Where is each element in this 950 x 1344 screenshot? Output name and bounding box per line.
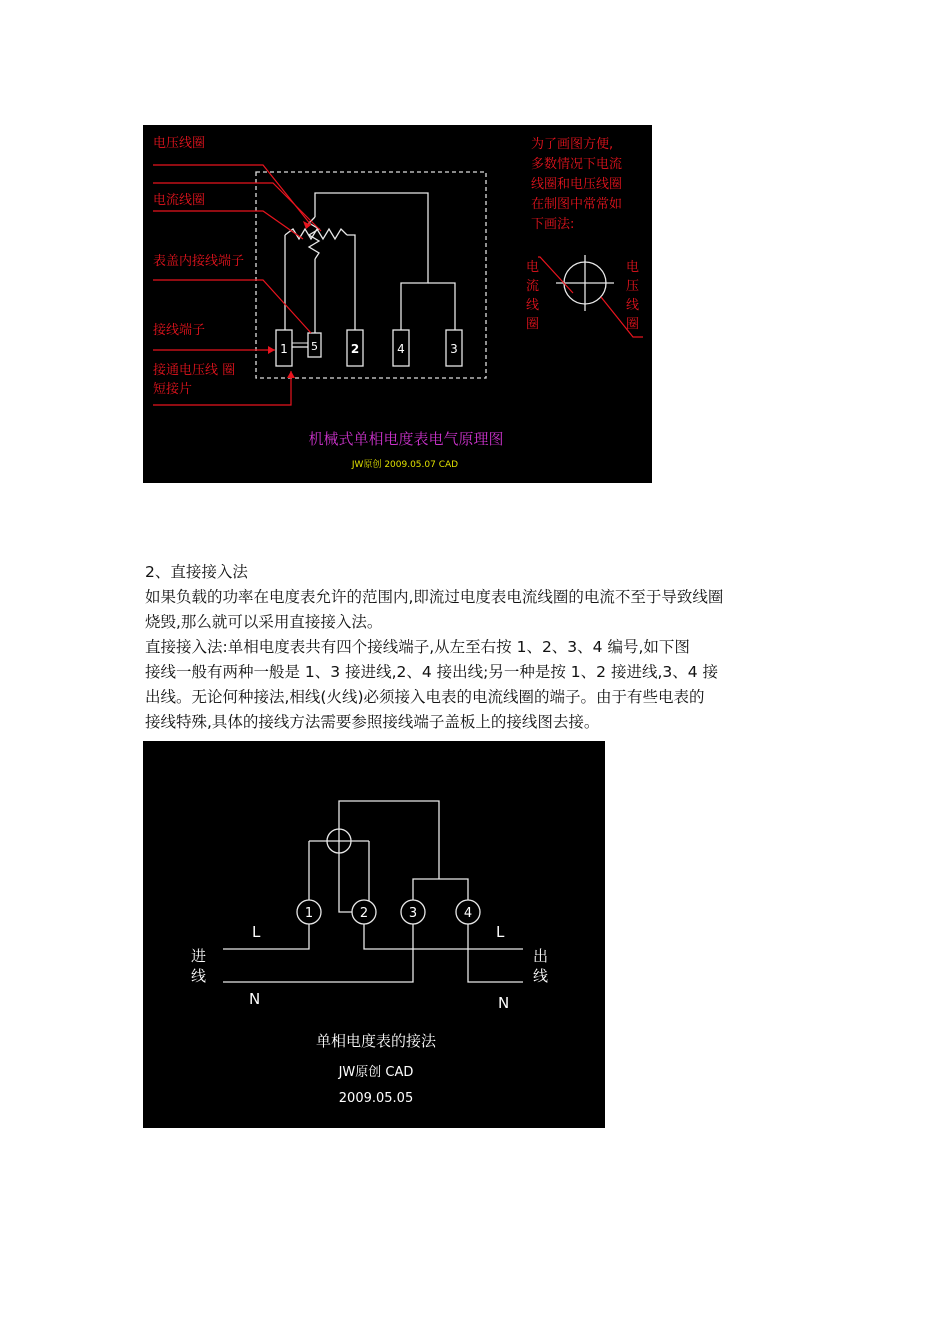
note-line-4: 在制图中常常如 (531, 197, 623, 212)
section-line-1: 如果负载的功率在电度表允许的范围内,即流过电度表电流线圈的电流不至于导致线圈 (145, 588, 724, 606)
arrow-short (287, 371, 295, 378)
terminal-label-1: 1 (280, 342, 288, 356)
wire-right-branch (428, 283, 455, 333)
in-label-1: 进 (191, 947, 207, 965)
note-line-3: 线圈和电压线圈 (531, 177, 623, 192)
figure2-title: 单相电度表的接法 (315, 1032, 437, 1050)
meter-schematic-svg (143, 125, 652, 483)
side-right-4: 圈 (626, 317, 640, 332)
wire-bridge-3-4 (413, 879, 468, 900)
side-left-1: 电 (526, 260, 540, 275)
terminal-label-4: 4 (397, 342, 405, 356)
direct-connection-section (145, 560, 815, 735)
label-short-strip-2: 短接片 (153, 382, 193, 397)
arrow-terminal (268, 346, 275, 354)
wiring-diagram-svg (143, 741, 605, 1128)
figure2-credit: JW原创 CAD (338, 1065, 414, 1080)
in-label-2: 线 (191, 967, 207, 985)
meter-schematic-figure (143, 125, 652, 483)
wire-coil-mid (339, 856, 353, 912)
figure1-credit: JW原创 2009.05.07 CAD (351, 460, 459, 470)
n-left-label: N (249, 990, 261, 1008)
section-line-2: 烧毁,那么就可以采用直接接入法。 (145, 613, 383, 631)
l-left-label: L (252, 923, 261, 941)
side-left-3: 线 (526, 298, 540, 313)
leader-current-coil (153, 211, 303, 239)
figure1-title: 机械式单相电度表电气原理图 (308, 430, 504, 448)
side-left-4: 圈 (526, 317, 540, 332)
label-cover-terminal: 表盖内接线端子 (153, 254, 245, 269)
side-right-2: 压 (626, 279, 640, 294)
terminal-box-group (276, 330, 462, 366)
out-label-1: 出 (533, 947, 549, 965)
side-right-3: 线 (626, 298, 640, 313)
wire-top-loop (315, 193, 428, 333)
side-left-2: 流 (526, 279, 540, 294)
section-heading: 2、直接接入法 (145, 563, 248, 581)
terminal-label-2: 2 (350, 342, 360, 356)
section-line-6: 接线特殊,具体的接线方法需要参照接线端子盖板上的接线图去接。 (145, 713, 600, 731)
terminal-label-3: 3 (450, 342, 458, 356)
wire-voltage-right (347, 235, 355, 333)
l-right-label: L (496, 923, 505, 941)
out-label-2: 线 (533, 967, 549, 985)
note-line-5: 下画法: (531, 217, 575, 232)
side-right-1: 电 (626, 260, 640, 275)
terminal-3-label: 3 (408, 906, 418, 921)
wiring-diagram-figure (143, 741, 605, 1128)
wire-l-in (223, 924, 309, 949)
label-voltage-coil: 电压线圈 (153, 136, 206, 151)
figure2-date: 2009.05.05 (338, 1091, 414, 1106)
section-line-5: 出线。无论何种接法,相线(火线)必须接入电表的电流线圈的端子。由于有些电表的 (145, 688, 705, 706)
note-line-2: 多数情况下电流 (531, 157, 623, 172)
section-line-3: 直接接入法:单相电度表共有四个接线端子,从左至右按 1、2、3、4 编号,如下图 (145, 638, 690, 656)
terminal-1-label: 1 (304, 906, 314, 921)
label-terminal: 接线端子 (153, 323, 206, 338)
terminal-2-label: 2 (359, 906, 369, 921)
wire-top-loop (339, 801, 439, 879)
note-line-1: 为了画图方便, (531, 137, 614, 152)
label-short-strip-1: 接通电压线 圈 (153, 363, 236, 378)
terminal-label-5: 5 (311, 340, 318, 353)
leader-side-left (538, 257, 573, 293)
section-line-4: 接线一般有两种一般是 1、3 接进线,2、4 接出线;另一种是按 1、2 接进线,3、4 接 (145, 663, 719, 681)
terminal-4-label: 4 (463, 906, 473, 921)
label-current-coil: 电流线圈 (153, 193, 206, 208)
n-right-label: N (498, 994, 510, 1012)
